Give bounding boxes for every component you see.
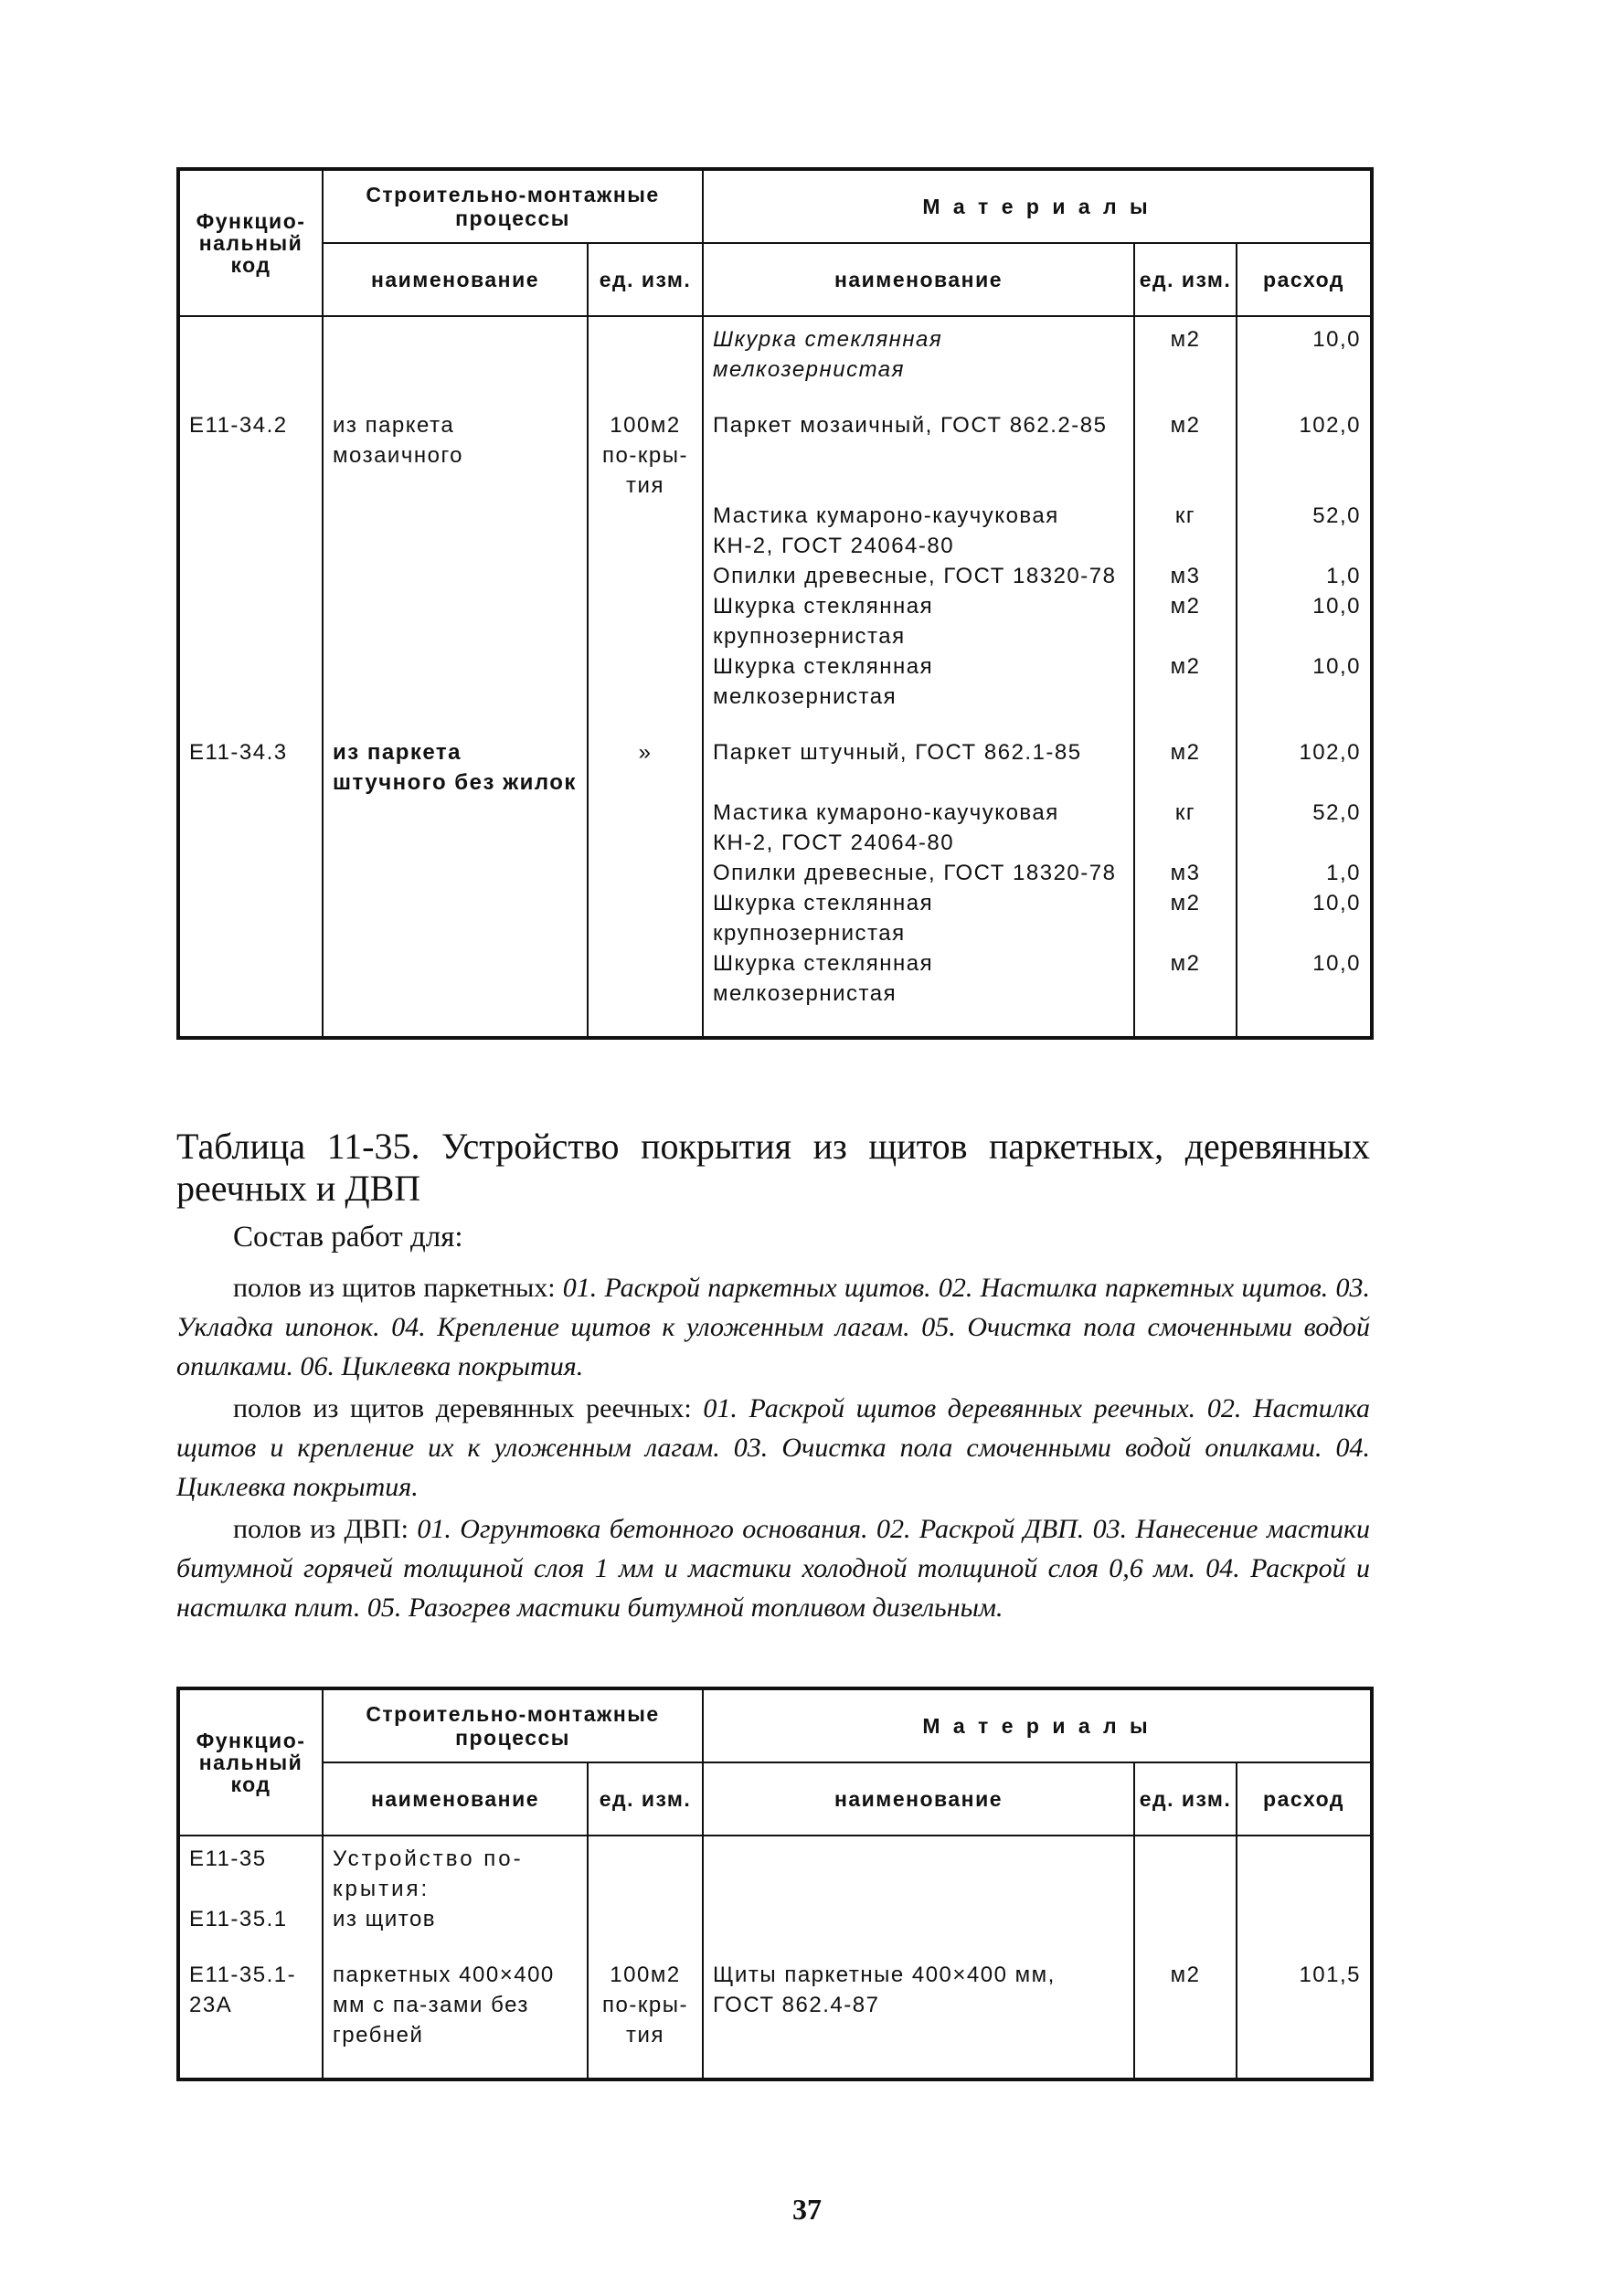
- cell-material: [703, 1836, 1134, 1904]
- cell-process: [323, 651, 588, 712]
- cell-material-unit: м3: [1134, 858, 1237, 888]
- cell-process-unit: [588, 591, 703, 651]
- cell-consumption: 10,0: [1237, 316, 1372, 385]
- cell-material-unit: м2: [1134, 1960, 1237, 2079]
- header-consumption: расход: [1237, 1762, 1372, 1836]
- cell-process: из паркета мозаичного: [323, 410, 588, 501]
- cell-code: [178, 316, 323, 385]
- cell-process: [323, 501, 588, 561]
- cell-code: [178, 651, 323, 712]
- cell-consumption: 101,5: [1237, 1960, 1372, 2079]
- cell-consumption: 52,0: [1237, 501, 1372, 561]
- paragraph-parquet-panels: [176, 1268, 1370, 1386]
- cell-consumption: 10,0: [1237, 948, 1372, 1038]
- cell-process: из паркета штучного без жилок: [323, 737, 588, 798]
- cell-code: Е11-34.3: [178, 737, 323, 798]
- cell-code: Е11-35: [178, 1836, 323, 1904]
- cell-code: [178, 501, 323, 561]
- cell-process: [323, 888, 588, 948]
- cell-material-unit: м2: [1134, 410, 1237, 501]
- cell-process-unit: [588, 651, 703, 712]
- table-row: [178, 410, 1372, 501]
- header-materials: М а т е р и а л ы: [703, 169, 1372, 243]
- cell-process: [323, 798, 588, 858]
- cell-material: Опилки древесные, ГОСТ 18320-78: [703, 561, 1134, 591]
- cell-material-unit: м2: [1134, 948, 1237, 1038]
- cell-code: Е11-35.1-23А: [178, 1960, 323, 2079]
- cell-consumption: [1237, 1836, 1372, 1904]
- cell-process-unit: [588, 858, 703, 888]
- cell-process-unit: 100м2 по-кры-тия: [588, 410, 703, 501]
- cell-process-unit: [588, 501, 703, 561]
- cell-consumption: 10,0: [1237, 591, 1372, 651]
- table-row: [178, 737, 1372, 798]
- cell-material-unit: м2: [1134, 651, 1237, 712]
- cell-code: [178, 798, 323, 858]
- header-code: Функцио- нальный код: [178, 1688, 323, 1836]
- cell-material-unit: кг: [1134, 798, 1237, 858]
- cell-material-unit: м2: [1134, 888, 1237, 948]
- cell-material: [703, 1904, 1134, 1934]
- header-material-name: наименование: [703, 243, 1134, 316]
- header-consumption: расход: [1237, 243, 1372, 316]
- table-row: [178, 948, 1372, 1038]
- cell-process: паркетных 400×400 мм с па-зами без гребней: [323, 1960, 588, 2079]
- header-process-name: наименование: [323, 1762, 588, 1836]
- table-row: [178, 1836, 1372, 1904]
- cell-material: Шкурка стеклянная мелкозернистая: [703, 948, 1134, 1038]
- cell-process-unit: [588, 1904, 703, 1934]
- cell-consumption: 10,0: [1237, 888, 1372, 948]
- table-row: [178, 888, 1372, 948]
- table-row: [178, 798, 1372, 858]
- header-material-unit: ед. изм.: [1134, 1762, 1237, 1836]
- cell-material-unit: м2: [1134, 737, 1237, 798]
- cell-process: [323, 858, 588, 888]
- table-row: [178, 316, 1372, 385]
- cell-material: Шкурка стеклянная крупнозернистая: [703, 591, 1134, 651]
- table-row: [178, 1960, 1372, 2079]
- header-processes: Строительно-монтажные процессы: [323, 1688, 703, 1762]
- cell-process-unit: »: [588, 737, 703, 798]
- cell-material: Шкурка стеклянная мелкозернистая: [703, 651, 1134, 712]
- cell-material: Мастика кумароно-каучуковая КН-2, ГОСТ 24064-80: [703, 501, 1134, 561]
- paragraph-wood-slat-panels: [176, 1389, 1370, 1507]
- cell-process: [323, 591, 588, 651]
- cell-process-unit: [588, 798, 703, 858]
- cell-consumption: 10,0: [1237, 651, 1372, 712]
- cell-material-unit: м2: [1134, 316, 1237, 385]
- cell-material: Шкурка стеклянная крупнозернистая: [703, 888, 1134, 948]
- cell-process: Устройство по-крытия:: [323, 1836, 588, 1904]
- paragraph-lead: полов из щитов паркетных:: [233, 1273, 556, 1303]
- cell-process-unit: [588, 948, 703, 1038]
- header-process-unit: ед. изм.: [588, 1762, 703, 1836]
- cell-code: [178, 948, 323, 1038]
- cell-process: [323, 948, 588, 1038]
- paragraph-text: 01. Огрунтовка бетонного основания. 02. Раскрой ДВП. 03. Нанесение мастики битумной горячей толщиной слоя 1 мм и мастики холодной толщиной слоя 0,6 мм. 04. Раскрой и настилка плит. 05. Разогрев мастики битумной топливом дизельным.: [176, 1514, 1370, 1623]
- page-number: 37: [792, 2193, 822, 2226]
- cell-material: Мастика кумароно-каучуковая КН-2, ГОСТ 24064-80: [703, 798, 1134, 858]
- cell-consumption: 52,0: [1237, 798, 1372, 858]
- cell-code: Е11-35.1: [178, 1904, 323, 1934]
- cell-material-unit: м3: [1134, 561, 1237, 591]
- table-row: [178, 501, 1372, 561]
- cell-process: [323, 561, 588, 591]
- cell-material: Щиты паркетные 400×400 мм, ГОСТ 862.4-87: [703, 1960, 1134, 2079]
- table-row: [178, 561, 1372, 591]
- cell-process-unit: 100м2 по-кры-тия: [588, 1960, 703, 2079]
- cell-material: Паркет мозаичный, ГОСТ 862.2-85: [703, 410, 1134, 501]
- paragraph-lead: полов из ДВП:: [233, 1514, 409, 1544]
- table-row: [178, 591, 1372, 651]
- cell-code: Е11-34.2: [178, 410, 323, 501]
- cell-material: Паркет штучный, ГОСТ 862.1-85: [703, 737, 1134, 798]
- cell-consumption: 102,0: [1237, 410, 1372, 501]
- table-row: [178, 651, 1372, 712]
- cell-process-unit: [588, 561, 703, 591]
- paragraph-fiberboard: [176, 1509, 1370, 1627]
- cell-material: Опилки древесные, ГОСТ 18320-78: [703, 858, 1134, 888]
- header-code: Функцио- нальный код: [178, 169, 323, 316]
- work-composition-heading: Состав работ для:: [233, 1221, 463, 1254]
- cell-material-unit: м2: [1134, 591, 1237, 651]
- header-processes: Строительно-монтажные процессы: [323, 169, 703, 243]
- header-material-unit: ед. изм.: [1134, 243, 1237, 316]
- cell-material-unit: кг: [1134, 501, 1237, 561]
- paragraph-lead: полов из щитов деревянных реечных:: [233, 1393, 692, 1423]
- header-process-unit: ед. изм.: [588, 243, 703, 316]
- table-row: [178, 858, 1372, 888]
- cell-consumption: 1,0: [1237, 561, 1372, 591]
- header-material-name: наименование: [703, 1762, 1134, 1836]
- cell-material-unit: [1134, 1836, 1237, 1904]
- cell-code: [178, 591, 323, 651]
- table-row: [178, 1904, 1372, 1934]
- cell-material-unit: [1134, 1904, 1237, 1934]
- materials-table-continued: [176, 167, 1374, 1040]
- cell-process: из щитов: [323, 1904, 588, 1934]
- materials-table-11-35: [176, 1687, 1374, 2081]
- cell-code: [178, 858, 323, 888]
- cell-process-unit: [588, 316, 703, 385]
- header-materials: М а т е р и а л ы: [703, 1688, 1372, 1762]
- cell-process-unit: [588, 888, 703, 948]
- cell-material: Шкурка стеклянная мелкозернистая: [703, 316, 1134, 385]
- paragraph-text: 01. Раскрой щитов деревянных реечных. 02. Настилка щитов и крепление их к уложенным лагам. 03. Очистка пола смоченными водой опилками. 04. Циклевка покрытия.: [176, 1393, 1371, 1502]
- cell-process-unit: [588, 1836, 703, 1904]
- paragraph-text: 01. Раскрой паркетных щитов. 02. Настилка паркетных щитов. 03. Укладка шпонок. 04. Крепление щитов к уложенным лагам. 05. Очистка пола смоченными водой опилками. 06. Циклевка покрытия.: [176, 1273, 1370, 1381]
- cell-consumption: 102,0: [1237, 737, 1372, 798]
- cell-consumption: 1,0: [1237, 858, 1372, 888]
- cell-code: [178, 561, 323, 591]
- cell-process: [323, 316, 588, 385]
- cell-consumption: [1237, 1904, 1372, 1934]
- header-process-name: наименование: [323, 243, 588, 316]
- table-title: Таблица 11-35. Устройство покрытия из щитов паркетных, деревянных реечных и ДВП: [176, 1126, 1370, 1209]
- cell-code: [178, 888, 323, 948]
